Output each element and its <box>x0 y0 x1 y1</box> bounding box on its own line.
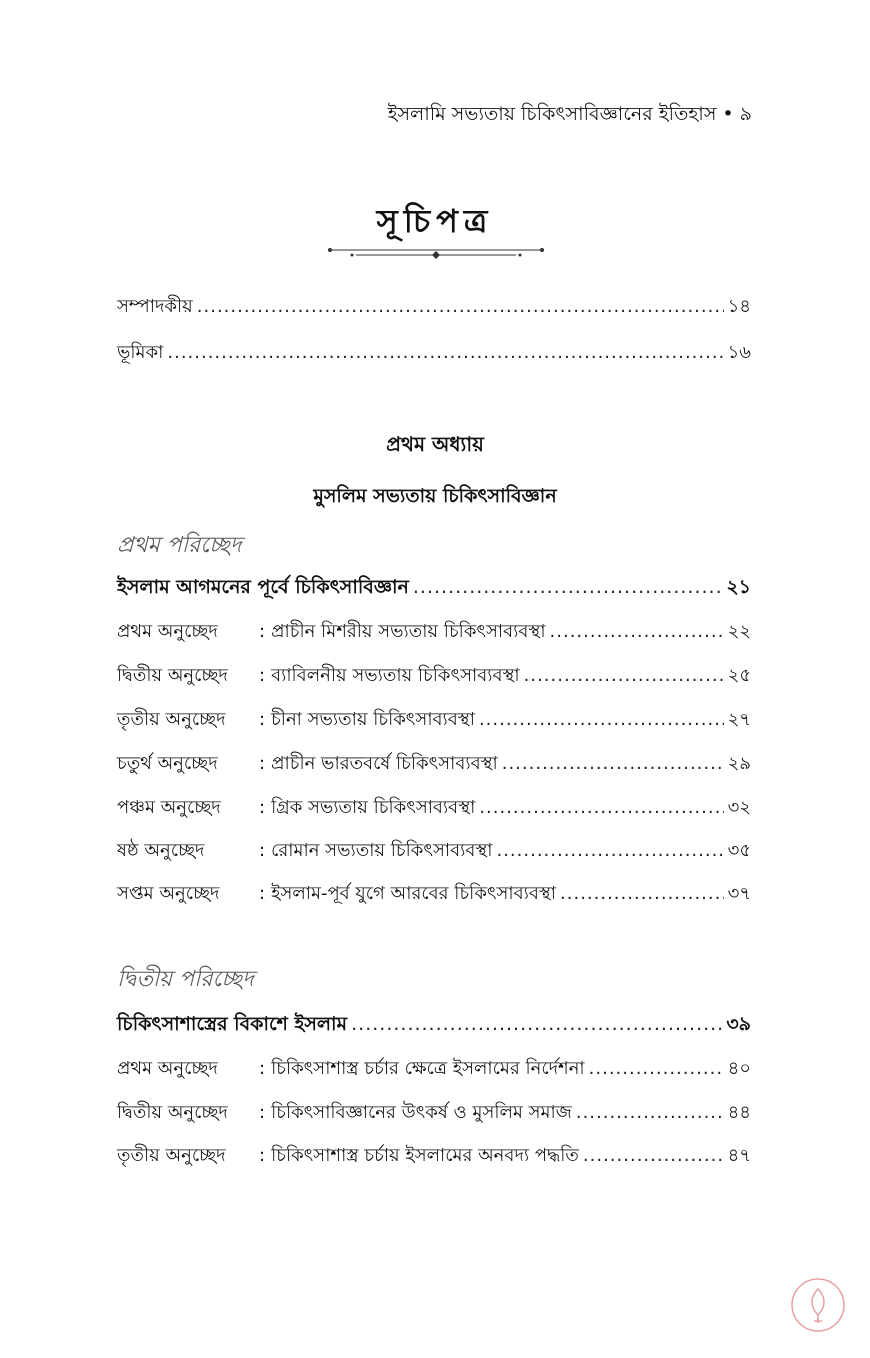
entry-title: সম্পাদকীয় <box>117 296 193 317</box>
label-separator: : <box>259 1058 266 1079</box>
page-number: ৪৪ <box>727 1102 751 1123</box>
page-number: ২৭ <box>727 709 751 730</box>
dot-leader <box>502 753 724 774</box>
page-number: ১৪ <box>727 296 751 317</box>
dot-leader <box>351 1013 722 1035</box>
entry-title: ব্যাবিলনীয় সভ্যতায় চিকিৎসাব্যবস্থা <box>271 665 520 686</box>
page-number: ২৫ <box>727 665 751 686</box>
dot-leader <box>583 1145 724 1166</box>
page-number: ২২ <box>727 621 751 642</box>
dot-leader <box>550 621 724 642</box>
dot-leader <box>479 709 724 730</box>
label-separator: : <box>259 753 266 774</box>
entry-title: চিকিৎসাশাস্ত্র চর্চার ক্ষেত্রে ইসলামের নির্দেশনা <box>271 1058 585 1079</box>
toc-entry[interactable] <box>117 1054 751 1085</box>
dot-leader <box>560 883 724 904</box>
entry-title: গ্রিক সভ্যতায় চিকিৎসাব্যবস্থা <box>271 797 476 818</box>
entry-label: প্রথম অনুচ্ছেদ <box>117 1058 218 1079</box>
entry-title: ইসলাম-পূর্ব যুগে আরবের চিকিৎসাব্যবস্থা <box>271 883 557 904</box>
page-number: ৪০ <box>727 1058 751 1079</box>
entry-title: চিকিৎসাবিজ্ঞানের উৎকর্ষ ও মুসলিম সমাজ <box>271 1102 572 1123</box>
entry-label: দ্বিতীয় অনুচ্ছেদ <box>117 665 228 686</box>
page-number: ১৬ <box>727 342 751 363</box>
dot-leader <box>479 797 723 818</box>
chapter-title: প্রথম অধ্যায় <box>386 432 484 456</box>
entry-label: তৃতীয় অনুচ্ছেদ <box>117 1145 226 1166</box>
page-number: ৪৭ <box>727 1145 751 1166</box>
chapter-subtitle: মুসলিম সভ্যতায় চিকিৎসাবিজ্ঞান <box>313 485 557 507</box>
toc-entry-editorial[interactable] <box>117 292 751 323</box>
section-heading: দ্বিতীয় পরিচ্ছেদ <box>117 967 254 992</box>
page-number: ২১ <box>726 576 751 598</box>
entry-title: ভূমিকা <box>117 342 164 363</box>
label-separator: : <box>259 665 266 686</box>
dot-leader <box>524 665 724 686</box>
label-separator: : <box>259 709 266 730</box>
label-separator: : <box>259 621 266 642</box>
entry-title: চিকিৎসাশাস্ত্র চর্চায় ইসলামের অনবদ্য পদ্ধতি <box>271 1145 579 1166</box>
toc-section-main-entry[interactable] <box>117 1010 751 1042</box>
page-number: ৩৯ <box>726 1013 751 1035</box>
toc-section-main-entry[interactable] <box>117 573 751 605</box>
toc-entry-introduction[interactable] <box>117 338 751 369</box>
label-separator: : <box>259 797 266 818</box>
entry-label: পঞ্চম অনুচ্ছেদ <box>117 797 221 818</box>
toc-entry[interactable] <box>117 836 751 867</box>
toc-entry[interactable] <box>117 793 751 824</box>
label-separator: : <box>259 1145 266 1166</box>
section-heading: প্রথম পরিচ্ছেদ <box>117 533 242 558</box>
dot-leader <box>576 1102 724 1123</box>
entry-label: দ্বিতীয় অনুচ্ছেদ <box>117 1102 228 1123</box>
entry-title: রোমান সভ্যতায় চিকিৎসাব্যবস্থা <box>271 840 493 861</box>
label-separator: : <box>259 840 266 861</box>
entry-title: ইসলাম আগমনের পূর্বে চিকিৎসাবিজ্ঞান <box>117 576 409 598</box>
running-header: ইসলামি সভ্যতায় চিকিৎসাবিজ্ঞানের ইতিহাস • ৯ <box>387 103 752 125</box>
entry-label: ষষ্ঠ অনুচ্ছেদ <box>117 840 205 861</box>
label-separator: : <box>259 1102 266 1123</box>
dot-leader <box>197 296 724 317</box>
entry-label: প্রথম অনুচ্ছেদ <box>117 621 218 642</box>
dot-leader <box>496 840 723 861</box>
page-title: সূচিপত্র <box>376 202 494 240</box>
dot-leader <box>167 342 723 363</box>
publisher-logo-icon <box>790 1277 846 1333</box>
page-number: ৩৭ <box>727 883 751 904</box>
entry-label: সপ্তম অনুচ্ছেদ <box>117 883 220 904</box>
toc-entry[interactable] <box>117 1141 751 1172</box>
toc-entry[interactable] <box>117 879 751 910</box>
entry-label: তৃতীয় অনুচ্ছেদ <box>117 709 226 730</box>
page-number: ৩২ <box>727 797 751 818</box>
label-separator: : <box>259 883 266 904</box>
entry-title: প্রাচীন ভারতবর্ষে চিকিৎসাব্যবস্থা <box>271 753 498 774</box>
decorative-divider-icon <box>328 243 544 263</box>
toc-entry[interactable] <box>117 749 751 780</box>
toc-entry[interactable] <box>117 661 751 692</box>
page-number: ২৯ <box>727 753 751 774</box>
entry-title: চিকিৎসাশাস্ত্রের বিকাশে ইসলাম <box>117 1013 348 1035</box>
page-number: ৩৫ <box>727 840 751 861</box>
entry-title: চীনা সভ্যতায় চিকিৎসাব্যবস্থা <box>271 709 475 730</box>
entry-label: চতুর্থ অনুচ্ছেদ <box>117 753 218 774</box>
entry-title: প্রাচীন মিশরীয় সভ্যতায় চিকিৎসাব্যবস্থা <box>271 621 546 642</box>
dot-leader <box>413 576 722 598</box>
toc-entry[interactable] <box>117 705 751 736</box>
dot-leader <box>589 1058 724 1079</box>
toc-entry[interactable] <box>117 1098 751 1129</box>
toc-entry[interactable] <box>117 617 751 648</box>
